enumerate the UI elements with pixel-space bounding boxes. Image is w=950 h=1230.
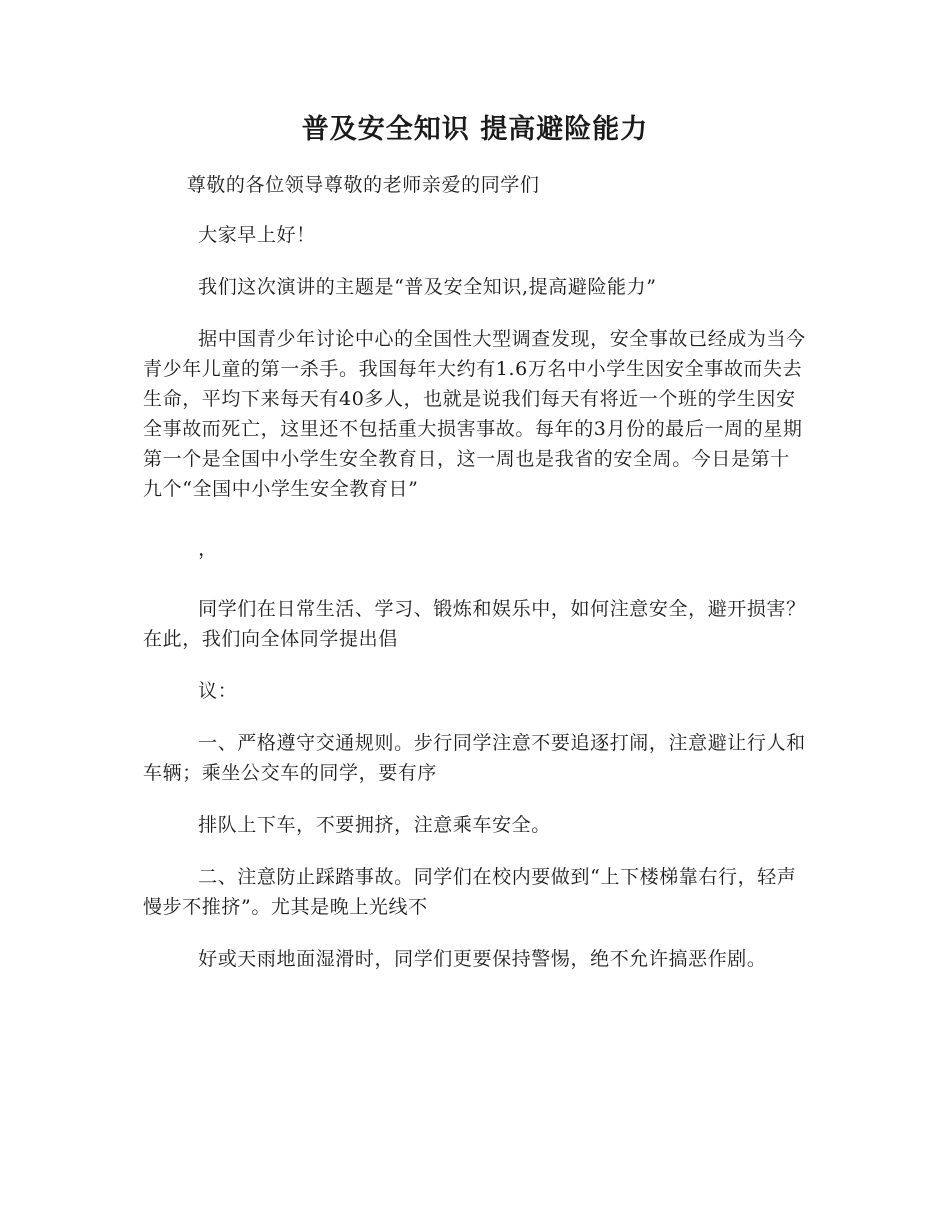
comma-paragraph: ，: [198, 538, 218, 560]
statistics-paragraph: 据中国青少年讨论中心的全国性大型调查发现，安全事故已经成为当今青少年儿童的第一杀手。我国每年大约有1.6万名中小学生因安全事故而失去生命，平均下来每天有40多人，也就是说我们每天有将近一个班的学生因安全事故而死亡，这里还不包括重大损害事故。每年的3月份的最后一周的星期第一个是全国中小学生安全教育日，这一周也是我省的安全周。今日是第十九个“全国中小学生安全教育日”: [143, 328, 806, 500]
proposal-intro-paragraph: 同学们在日常生活、学习、锻炼和娱乐中，如何注意安全，避开损害？在此，我们向全体同学提出倡: [143, 598, 806, 650]
document-title: 普及安全知识 提高避险能力: [301, 114, 649, 145]
traffic-rules-continuation-paragraph: 排队上下车，不要拥挤，注意乘车安全。: [198, 814, 551, 836]
document-page: [143, 110, 807, 996]
proposal-continuation-paragraph: 议：: [198, 680, 238, 702]
salutation-paragraph: 尊敬的各位领导尊敬的老师亲爱的同学们: [186, 174, 540, 196]
traffic-rules-paragraph: 一、严格遵守交通规则。步行同学注意不要追逐打闹，注意避让行人和车辆；乘坐公交车的同学，要有序: [143, 732, 806, 784]
theme-paragraph: 我们这次演讲的主题是“普及安全知识,提高避险能力”: [198, 276, 657, 298]
stampede-paragraph: 二、注意防止踩踏事故。同学们在校内要做到“上下楼梯靠右行，轻声慢步不推挤”。尤其是晚上光线不: [143, 866, 797, 918]
stampede-continuation-paragraph: 好或天雨地面湿滑时，同学们更要保持警惕，绝不允许搞恶作剧。: [198, 948, 767, 970]
greeting-paragraph: 大家早上好！: [198, 224, 316, 246]
